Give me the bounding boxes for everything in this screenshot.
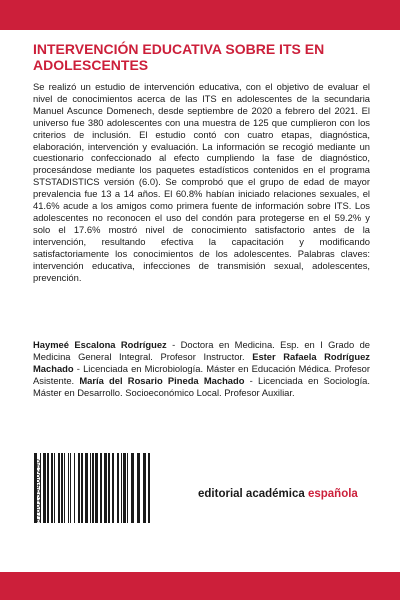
barcode-bar (85, 453, 88, 523)
barcode-bar (43, 453, 46, 523)
barcode-bar (81, 453, 83, 523)
barcode-bar (47, 453, 49, 523)
barcode-bar (121, 453, 122, 523)
book-title: INTERVENCIÓN EDUCATIVA SOBRE ITS EN ADOLESCENTES (33, 41, 325, 73)
barcode-bar (90, 453, 91, 523)
author-name: Haymeé Escalona Rodríguez (33, 339, 167, 350)
barcode-bar (143, 453, 146, 523)
barcode-bar (137, 453, 140, 523)
svg-text:9786139466290: 9786139466290 (33, 459, 42, 523)
barcode-bar (68, 453, 69, 523)
barcode-bar (117, 453, 119, 523)
barcode-bar (127, 453, 128, 523)
barcode-bar (70, 453, 71, 523)
barcode-bar (74, 453, 75, 523)
isbn-barcode (34, 453, 152, 523)
isbn-number (32, 457, 42, 523)
barcode-bar (112, 453, 114, 523)
barcode-bar (131, 453, 134, 523)
barcode-bar (92, 453, 94, 523)
barcode-bar (54, 453, 55, 523)
publisher-logo (198, 488, 358, 500)
author-name: Ester Rafaela Rodríguez Machado (33, 350, 370, 374)
bottom-color-bar (0, 572, 400, 600)
barcode-bar (148, 453, 150, 523)
barcode-bar (95, 453, 98, 523)
author-description: - Licenciada en Sociología. Máster en Desarrollo. Socioeconómico Local. Profesor Auxiliar. (33, 374, 371, 398)
barcode-bar (78, 453, 80, 523)
barcode-bar (61, 453, 63, 523)
abstract-text: Se realizó un estudio de intervención educativa, con el objetivo de evaluar el nivel de conocimientos acerca de las ITS en adolescentes de la secundaria Manuel Ascunce Domenech, desde septiembre de 2020 a febrero del 2021. El universo fue 380 adolescentes con una muestra de 125 que cumplieron con los criterios de inclusión. El estudio contó con cuatro etapas, diagnóstica, elaboración, intervención y evaluación. La información se recogió mediante un cuestionario confeccionado al efecto cumpliendo la fase de diagnóstico, procesándose mediante los paquetes estadísticos contenidos en el programa STSTADISTICS versión (6.0). Se comprobó que el grupo de edad de mayor prevalencia fue 13 a 14 años. El 60.8% habían iniciado relaciones sexuales, el 41.6% acude a los amigos como primera fuente de información sobre ITS. Los adolescentes no reconocen el uso del condón para protegerse en el 59.2% y solo el 17.6% mostró nivel de conocimiento satisfactorio antes de la intervención, resultando efectiva la capacitación y modificando satisfactoriamente los conocimientos de los adolescentes. Palabras claves: intervención educativa, infecciones de transmisión sexual, adolescentes, prevención. (33, 81, 370, 283)
author-description: - Doctora en Medicina. Esp. en I Grado de Medicina General Integral. Profesor Instructor. (33, 339, 371, 362)
author-name: María del Rosario Pineda Machado (79, 374, 245, 386)
barcode-bar (64, 453, 65, 523)
barcode-bar (58, 453, 60, 523)
publisher-name-accent: española (307, 488, 358, 500)
barcode-bar (104, 453, 107, 523)
barcode-bar (123, 453, 126, 523)
author-bios (33, 339, 370, 399)
author-description: - Licenciada en Microbiología. Máster en Educación Médica. Profesor Asistente. (33, 362, 370, 386)
barcode-bar (51, 453, 53, 523)
publisher-name: editorial académica (198, 488, 308, 500)
barcode-bar (108, 453, 110, 523)
top-color-bar (0, 0, 400, 30)
barcode-bar (100, 453, 102, 523)
